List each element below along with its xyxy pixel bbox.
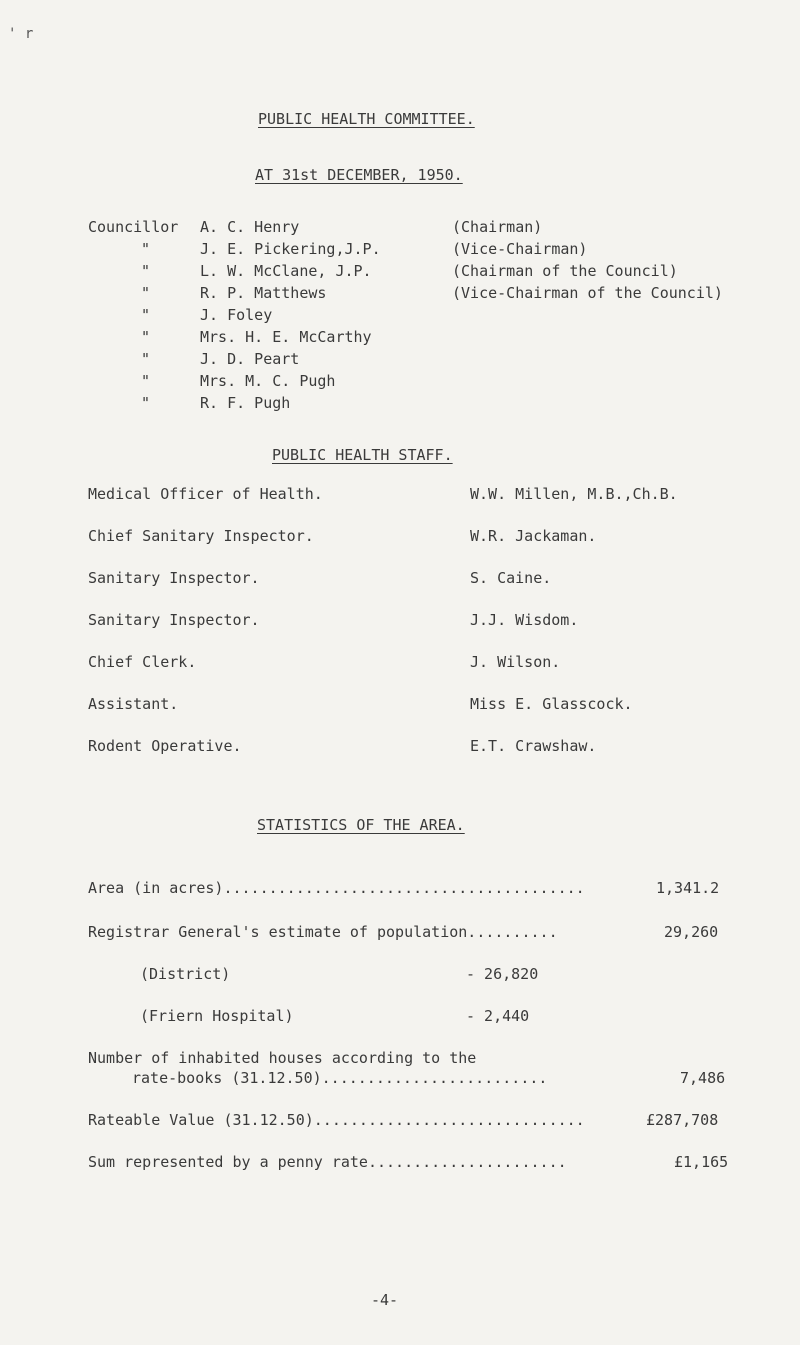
- stats-heading: STATISTICS OF THE AREA.: [257, 816, 465, 834]
- staff-position: Assistant.: [88, 695, 179, 713]
- stat-houses-label-line1: Number of inhabited houses according to the: [88, 1049, 477, 1067]
- member-name: J. E. Pickering,J.P.: [200, 240, 381, 258]
- staff-name: Miss E. Glasscock.: [470, 695, 633, 713]
- corner-marks: ' r: [8, 26, 34, 42]
- member-prefix: ": [141, 262, 151, 280]
- stat-population-value: 29,260: [664, 923, 719, 941]
- staff-position: Medical Officer of Health.: [88, 485, 323, 503]
- staff-position: Sanitary Inspector.: [88, 569, 260, 587]
- stat-rateable-value: £287,708: [646, 1111, 719, 1129]
- member-role: (Vice-Chairman of the Council): [452, 284, 723, 302]
- member-role: (Vice-Chairman): [452, 240, 588, 258]
- member-name: Mrs. M. C. Pugh: [200, 372, 336, 390]
- member-name: J. Foley: [200, 306, 273, 324]
- member-role: (Chairman): [452, 218, 543, 236]
- stat-friern-label: (Friern Hospital): [140, 1007, 294, 1025]
- stat-houses-label-line2: rate-books (31.12.50).........................: [132, 1069, 548, 1087]
- stat-district-label: (District): [140, 965, 231, 983]
- member-name: Mrs. H. E. McCarthy: [200, 328, 372, 346]
- member-prefix: ": [141, 284, 151, 302]
- staff-name: E.T. Crawshaw.: [470, 737, 597, 755]
- stat-population-label: Registrar General's estimate of population..........: [88, 923, 558, 941]
- member-prefix: ": [141, 328, 151, 346]
- member-name: A. C. Henry: [200, 218, 300, 236]
- member-prefix: ": [141, 372, 151, 390]
- staff-name: W.W. Millen, M.B.,Ch.B.: [470, 485, 678, 503]
- date-line: AT 31st DECEMBER, 1950.: [255, 166, 463, 184]
- member-role: (Chairman of the Council): [452, 262, 678, 280]
- staff-position: Sanitary Inspector.: [88, 611, 260, 629]
- staff-name: S. Caine.: [470, 569, 552, 587]
- member-name: R. F. Pugh: [200, 394, 291, 412]
- page-title: PUBLIC HEALTH COMMITTEE.: [258, 110, 475, 128]
- stat-area-label: Area (in acres)........................................: [88, 879, 585, 897]
- staff-position: Rodent Operative.: [88, 737, 242, 755]
- stat-friern-value: - 2,440: [466, 1007, 530, 1025]
- staff-name: J.J. Wisdom.: [470, 611, 579, 629]
- member-prefix: ": [141, 350, 151, 368]
- staff-heading: PUBLIC HEALTH STAFF.: [272, 446, 453, 464]
- member-prefix: ": [141, 394, 151, 412]
- stat-area-value: 1,341.2: [656, 879, 720, 897]
- staff-position: Chief Clerk.: [88, 653, 197, 671]
- member-name: J. D. Peart: [200, 350, 300, 368]
- member-prefix: ": [141, 240, 151, 258]
- page-number: -4-: [371, 1291, 399, 1309]
- staff-name: W.R. Jackaman.: [470, 527, 597, 545]
- stat-district-value: - 26,820: [466, 965, 539, 983]
- member-name: L. W. McClane, J.P.: [200, 262, 372, 280]
- staff-position: Chief Sanitary Inspector.: [88, 527, 314, 545]
- member-prefix: ": [141, 306, 151, 324]
- staff-name: J. Wilson.: [470, 653, 561, 671]
- stat-penny-label: Sum represented by a penny rate......................: [88, 1153, 567, 1171]
- stat-penny-value: £1,165: [674, 1153, 729, 1171]
- stat-rateable-label: Rateable Value (31.12.50)..............................: [88, 1111, 585, 1129]
- member-prefix: Councillor: [88, 218, 179, 236]
- stat-houses-value: 7,486: [680, 1069, 726, 1087]
- member-name: R. P. Matthews: [200, 284, 327, 302]
